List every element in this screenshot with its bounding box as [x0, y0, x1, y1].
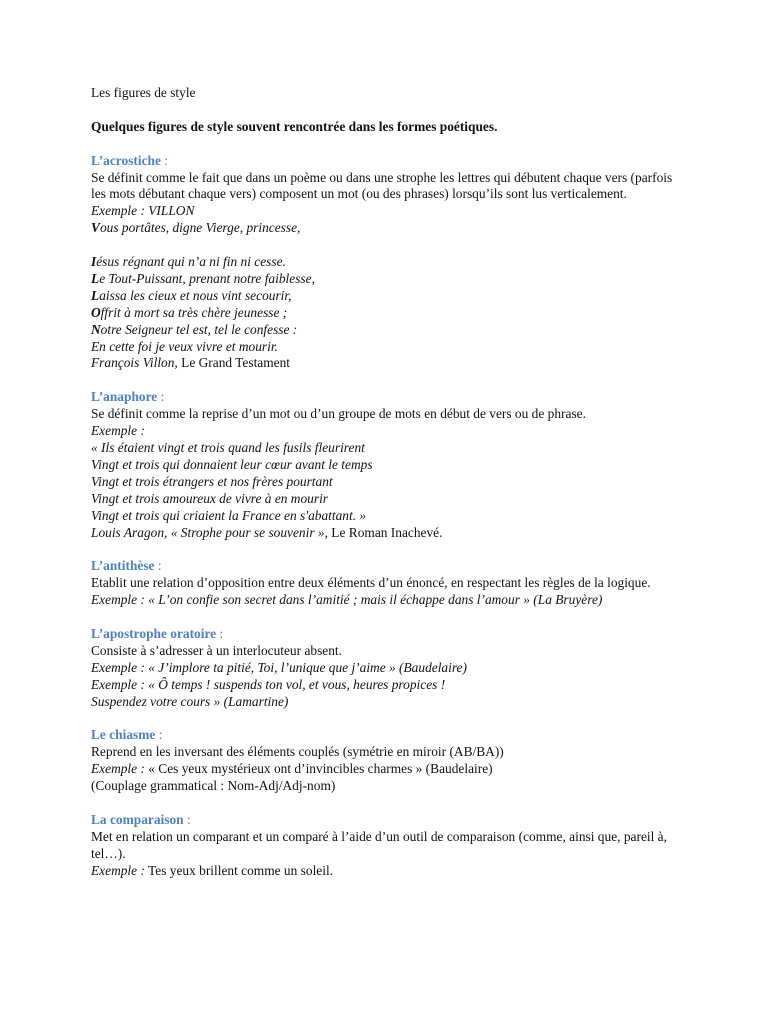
acrostiche-poem-line: Vous portâtes, digne Vierge, princesse, [91, 220, 301, 236]
section-comparaison-heading: La comparaison : [91, 811, 191, 827]
anaphore-attribution: Louis Aragon, « Strophe pour se souvenir », Le Roman Inachevé. [91, 524, 443, 540]
acrostiche-attribution: François Villon, Le Grand Testament [91, 355, 291, 371]
anaphore-poem-line: Vingt et trois amoureux de vivre à en mourir [91, 490, 329, 506]
section-anaphore-definition: Se définit comme la reprise d’un mot ou d’un groupe de mots en début de vers ou de phrase. [91, 406, 586, 422]
chiasme-note: (Couplage grammatical : Nom-Adj/Adj-nom) [91, 778, 336, 794]
chiasme-example: Exemple : « Ces yeux mystérieux ont d’invincibles charmes » (Baudelaire) [91, 761, 493, 777]
acrostiche-poem-last-line: En cette foi je veux vivre et mourir. [91, 338, 278, 354]
acrostiche-poem-line: Le Tout-Puissant, prenant notre faiblesse, [91, 270, 315, 286]
section-antithese-heading: L’antithèse : [91, 558, 162, 574]
acrostiche-poem-line: Notre Seigneur tel est, tel le confesse : [91, 321, 298, 337]
apostrophe-example-continuation: Suspendez votre cours » (Lamartine) [91, 693, 289, 709]
anaphore-example-label: Exemple : [91, 423, 145, 439]
acrostiche-poem-line: Laissa les cieux et nous vint secourir, [91, 287, 292, 303]
document-body [91, 85, 676, 879]
antithese-example: Exemple : « L’on confie son secret dans l’amitié ; mais il échappe dans l’amour » (La Bruyère) [91, 592, 603, 608]
anaphore-poem-line: Vingt et trois étrangers et nos frères pourtant [91, 473, 333, 489]
section-acrostiche-definition: Se définit comme le fait que dans un poème ou dans une strophe les lettres qui débutent chaque vers (parfois les mots débutant chaque vers) composent un mot (ou des phrases) lorsqu’ils sont lus verticalement. [91, 169, 673, 202]
anaphore-poem-line: « Ils étaient vingt et trois quand les fusils fleurirent [91, 439, 365, 455]
acrostiche-poem-line: Offrit à mort sa très chère jeunesse ; [91, 304, 288, 320]
section-antithese-definition: Etablit une relation d’opposition entre deux éléments d’un énoncé, en respectant les règles de la logique. [91, 575, 651, 591]
apostrophe-example: Exemple : « J’implore ta pitié, Toi, l’unique que j’aime » (Baudelaire) [91, 659, 467, 675]
section-apostrophe-definition: Consiste à s’adresser à un interlocuteur absent. [91, 642, 342, 658]
acrostiche-poem-line: Iésus régnant qui n’a ni fin ni cesse. [91, 254, 286, 270]
document-title: Les figures de style [91, 85, 196, 100]
document-subtitle: Quelques figures de style souvent rencontrée dans les formes poétiques. [91, 118, 498, 134]
section-chiasme-definition: Reprend en les inversant des éléments couplés (symétrie en miroir (AB/BA)) [91, 744, 504, 760]
section-acrostiche-heading: L’acrostiche : [91, 152, 168, 168]
apostrophe-example: Exemple : « Ô temps ! suspends ton vol, et vous, heures propices ! [91, 676, 446, 692]
comparaison-example: Exemple : Tes yeux brillent comme un soleil. [91, 862, 334, 878]
anaphore-poem-line: Vingt et trois qui criaient la France en s'abattant. » [91, 507, 367, 523]
section-anaphore-heading: L’anaphore : [91, 389, 165, 405]
section-chiasme-heading: Le chiasme : [91, 727, 163, 743]
acrostiche-example-label: Exemple : VILLON [91, 203, 195, 219]
anaphore-poem-line: Vingt et trois qui donnaient leur cœur avant le temps [91, 456, 373, 472]
section-comparaison-definition: Met en relation un comparant et un comparé à l’aide d’un outil de comparaison (comme, ainsi que, pareil à, tel…). [91, 828, 667, 861]
section-apostrophe-heading: L’apostrophe oratoire : [91, 625, 224, 641]
